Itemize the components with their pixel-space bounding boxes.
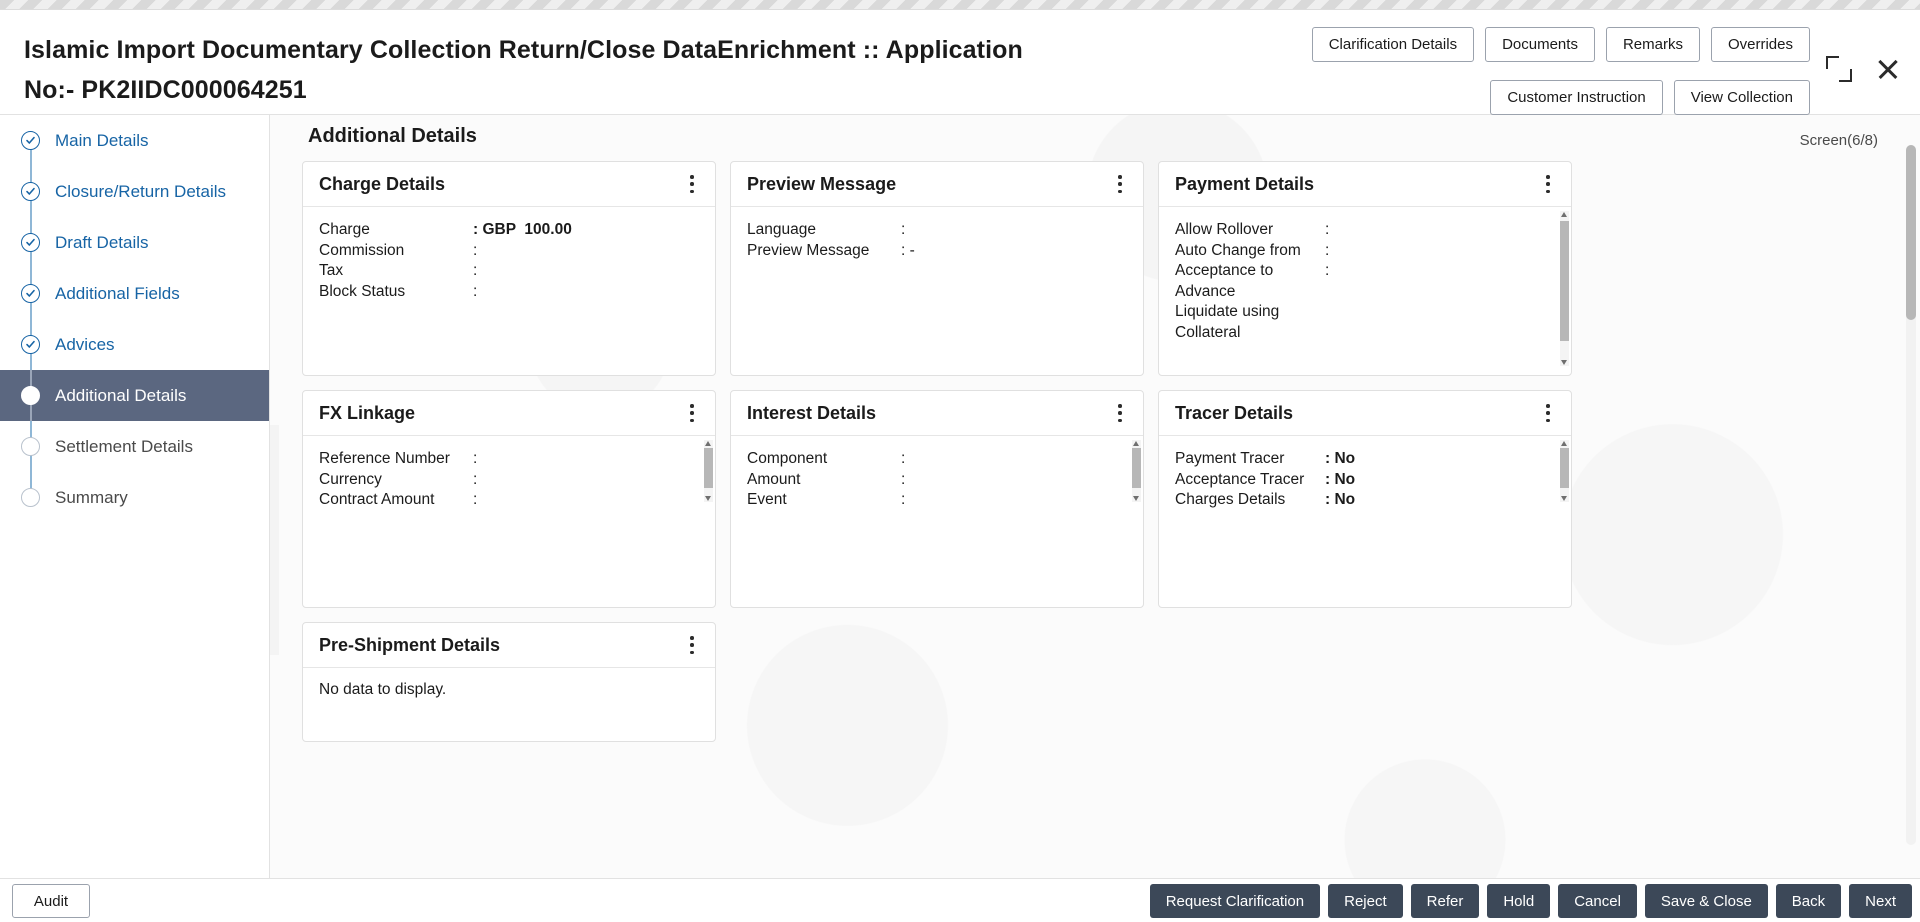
field-row bbox=[747, 220, 1127, 241]
card-title: Tracer Details bbox=[1175, 402, 1294, 423]
card-header bbox=[731, 162, 1143, 207]
card-title: Payment Details bbox=[1175, 173, 1315, 194]
field-value: : - bbox=[901, 241, 915, 259]
card-pre-shipment-details bbox=[302, 622, 716, 742]
scrollbar-thumb[interactable] bbox=[1560, 221, 1569, 341]
field-row bbox=[319, 220, 699, 241]
field-row bbox=[1175, 261, 1555, 302]
main-content bbox=[270, 115, 1920, 878]
step-circle-icon bbox=[21, 437, 40, 456]
card-title: Interest Details bbox=[747, 402, 877, 423]
field-value: : bbox=[901, 491, 906, 508]
collapse-icon[interactable] bbox=[1826, 56, 1852, 82]
card-body bbox=[303, 207, 715, 375]
view-collection-button[interactable]: View Collection bbox=[1674, 80, 1810, 115]
card-body bbox=[731, 436, 1143, 607]
card-header bbox=[303, 623, 715, 668]
documents-button[interactable]: Documents bbox=[1485, 27, 1595, 62]
content-scrollbar[interactable] bbox=[1906, 145, 1916, 845]
card-header bbox=[1159, 391, 1571, 436]
page-header bbox=[0, 10, 1920, 115]
step-circle-icon bbox=[21, 488, 40, 507]
cards-grid bbox=[302, 161, 1572, 756]
customer-instruction-button[interactable]: Customer Instruction bbox=[1490, 80, 1662, 115]
card-fx-linkage bbox=[302, 390, 716, 608]
close-icon[interactable] bbox=[1874, 55, 1902, 83]
field-label: Event bbox=[747, 491, 787, 508]
field-label: Amount bbox=[747, 470, 801, 488]
field-label: Language bbox=[747, 221, 816, 238]
more-options-icon[interactable] bbox=[683, 402, 701, 424]
field-label: Preview Message bbox=[747, 241, 870, 259]
field-row bbox=[1175, 302, 1555, 343]
card-title: Pre-Shipment Details bbox=[319, 634, 501, 655]
card-scrollbar[interactable] bbox=[1132, 440, 1141, 502]
sidebar-item-label: Advices bbox=[55, 334, 115, 354]
sidebar-item-label: Summary bbox=[55, 487, 128, 507]
remarks-button[interactable]: Remarks bbox=[1606, 27, 1700, 62]
cards-row-1 bbox=[302, 161, 1572, 376]
field-label: Acceptance to Advance bbox=[1175, 262, 1274, 300]
field-row bbox=[319, 490, 699, 511]
card-body bbox=[731, 207, 1143, 375]
field-row bbox=[319, 282, 699, 303]
more-options-icon[interactable] bbox=[1111, 402, 1129, 424]
scrollbar-thumb[interactable] bbox=[704, 448, 713, 488]
field-row bbox=[319, 241, 699, 262]
field-label: Component bbox=[747, 450, 828, 467]
field-row bbox=[1175, 220, 1555, 241]
sidebar-item-label: Additional Fields bbox=[55, 283, 180, 303]
sidebar-nav bbox=[0, 115, 270, 878]
scroll-down-icon[interactable] bbox=[1133, 496, 1139, 501]
sidebar-item-draft-details[interactable] bbox=[0, 217, 269, 268]
more-options-icon[interactable] bbox=[1539, 402, 1557, 424]
scrollbar-thumb[interactable] bbox=[1132, 448, 1141, 488]
more-options-icon[interactable] bbox=[683, 173, 701, 195]
field-value: : bbox=[1325, 221, 1330, 238]
footer-actions bbox=[1150, 884, 1912, 918]
hold-button[interactable]: Hold bbox=[1487, 884, 1550, 918]
field-label: Payment Tracer bbox=[1175, 450, 1285, 467]
check-icon bbox=[21, 335, 40, 354]
card-body bbox=[1159, 207, 1571, 375]
card-scrollbar[interactable] bbox=[704, 440, 713, 502]
field-label: Contract Amount bbox=[319, 491, 435, 508]
next-button[interactable]: Next bbox=[1849, 884, 1912, 918]
card-header bbox=[731, 391, 1143, 436]
card-scrollbar[interactable] bbox=[1560, 440, 1569, 502]
field-row bbox=[747, 490, 1127, 511]
scroll-up-icon[interactable] bbox=[1133, 441, 1139, 446]
audit-button[interactable]: Audit bbox=[12, 884, 90, 918]
field-value: : bbox=[901, 470, 906, 488]
request-clarification-button[interactable]: Request Clarification bbox=[1150, 884, 1320, 918]
field-label: Acceptance Tracer bbox=[1175, 470, 1305, 488]
field-value: : GBP 100.00 bbox=[473, 221, 572, 238]
more-options-icon[interactable] bbox=[1539, 173, 1557, 195]
scroll-up-icon[interactable] bbox=[705, 441, 711, 446]
sidebar-item-additional-details[interactable] bbox=[0, 370, 269, 421]
field-value: : bbox=[473, 262, 478, 279]
card-scrollbar[interactable] bbox=[1560, 211, 1569, 366]
field-label: Reference Number bbox=[319, 450, 450, 467]
field-value: : bbox=[901, 221, 906, 238]
cards-row-2 bbox=[302, 390, 1572, 608]
card-payment-details bbox=[1158, 161, 1572, 376]
more-options-icon[interactable] bbox=[1111, 173, 1129, 195]
sidebar-item-advices[interactable] bbox=[0, 319, 269, 370]
sidebar-item-additional-fields[interactable] bbox=[0, 268, 269, 319]
field-label: Liquidate using Collateral bbox=[1175, 303, 1280, 341]
header-actions-row-2 bbox=[1490, 80, 1810, 115]
check-icon bbox=[21, 131, 40, 150]
field-row bbox=[319, 470, 699, 491]
inner-scroll-track-left[interactable] bbox=[270, 425, 279, 655]
sidebar-item-main-details[interactable] bbox=[0, 115, 269, 166]
field-row bbox=[747, 241, 1127, 262]
field-value: : bbox=[473, 491, 478, 508]
scrollbar-thumb[interactable] bbox=[1560, 448, 1569, 488]
field-label: Charges Details bbox=[1175, 491, 1286, 508]
card-body bbox=[303, 436, 715, 607]
window-controls bbox=[1826, 55, 1902, 83]
field-label: Commission bbox=[319, 241, 405, 259]
sidebar-item-label: Settlement Details bbox=[55, 436, 193, 456]
back-button[interactable]: Back bbox=[1776, 884, 1841, 918]
header-actions-row-1 bbox=[1312, 27, 1810, 62]
field-value: : No bbox=[1325, 470, 1356, 488]
more-options-icon[interactable] bbox=[683, 634, 701, 656]
card-header bbox=[303, 391, 715, 436]
footer-bar bbox=[0, 878, 1920, 922]
field-label: Block Status bbox=[319, 282, 406, 300]
screen-counter: Screen(6/8) bbox=[1799, 132, 1878, 149]
field-label: Currency bbox=[319, 470, 382, 488]
field-row bbox=[1175, 470, 1555, 491]
scroll-up-icon[interactable] bbox=[1561, 212, 1567, 217]
field-value: : No bbox=[1325, 491, 1356, 508]
page-title: Islamic Import Documentary Collection Return/Close DataEnrichment :: Application No:- PK2IIDC000064251 bbox=[24, 36, 1023, 104]
check-icon bbox=[21, 233, 40, 252]
sidebar-item-label: Main Details bbox=[55, 130, 149, 150]
field-value: : No bbox=[1325, 450, 1356, 467]
save-and-close-button[interactable]: Save & Close bbox=[1645, 884, 1768, 918]
card-header bbox=[1159, 162, 1571, 207]
field-row bbox=[747, 470, 1127, 491]
card-title: Charge Details bbox=[319, 173, 446, 194]
field-row bbox=[319, 261, 699, 282]
card-body bbox=[1159, 436, 1571, 607]
field-row bbox=[1175, 490, 1555, 511]
field-value: : bbox=[473, 282, 478, 300]
field-row bbox=[1175, 241, 1555, 262]
sidebar-item-label: Closure/Return Details bbox=[55, 181, 227, 201]
field-value: : bbox=[901, 450, 906, 467]
card-header bbox=[303, 162, 715, 207]
field-value: : bbox=[1325, 241, 1330, 259]
cancel-button[interactable]: Cancel bbox=[1558, 884, 1637, 918]
field-row bbox=[1175, 449, 1555, 470]
reject-button[interactable]: Reject bbox=[1328, 884, 1403, 918]
current-step-icon bbox=[21, 386, 40, 405]
card-title: Preview Message bbox=[747, 173, 897, 194]
scroll-down-icon[interactable] bbox=[1561, 360, 1567, 365]
field-label: Tax bbox=[319, 262, 344, 279]
check-icon bbox=[21, 182, 40, 201]
field-value: : bbox=[473, 450, 478, 467]
card-title: FX Linkage bbox=[319, 402, 416, 423]
card-tracer-details bbox=[1158, 390, 1572, 608]
cards-row-3 bbox=[302, 622, 1572, 742]
card-body bbox=[303, 668, 715, 741]
card-interest-details bbox=[730, 390, 1144, 608]
refer-button[interactable]: Refer bbox=[1411, 884, 1480, 918]
section-title: Additional Details bbox=[308, 125, 477, 147]
empty-state-text: No data to display. bbox=[319, 681, 447, 698]
card-charge-details bbox=[302, 161, 716, 376]
decorative-top-strip bbox=[0, 0, 1920, 10]
sidebar-item-settlement-details[interactable] bbox=[0, 421, 269, 472]
scroll-down-icon[interactable] bbox=[705, 496, 711, 501]
field-label: Auto Change from bbox=[1175, 241, 1301, 259]
field-value: : bbox=[1325, 262, 1330, 279]
check-icon bbox=[21, 284, 40, 303]
scroll-up-icon[interactable] bbox=[1561, 441, 1567, 446]
field-value: : bbox=[473, 241, 478, 259]
card-preview-message bbox=[730, 161, 1144, 376]
scroll-down-icon[interactable] bbox=[1561, 496, 1567, 501]
scrollbar-thumb[interactable] bbox=[1906, 145, 1916, 320]
field-label: Charge bbox=[319, 221, 370, 238]
sidebar-item-closure-return-details[interactable] bbox=[0, 166, 269, 217]
field-value: : bbox=[473, 470, 478, 488]
sidebar-item-summary[interactable] bbox=[0, 472, 269, 523]
field-label: Allow Rollover bbox=[1175, 221, 1274, 238]
sidebar-item-label: Draft Details bbox=[55, 232, 149, 252]
clarification-details-button[interactable]: Clarification Details bbox=[1312, 27, 1474, 62]
field-row bbox=[747, 449, 1127, 470]
overrides-button[interactable]: Overrides bbox=[1711, 27, 1810, 62]
sidebar-item-label: Additional Details bbox=[55, 385, 187, 405]
field-row bbox=[319, 449, 699, 470]
